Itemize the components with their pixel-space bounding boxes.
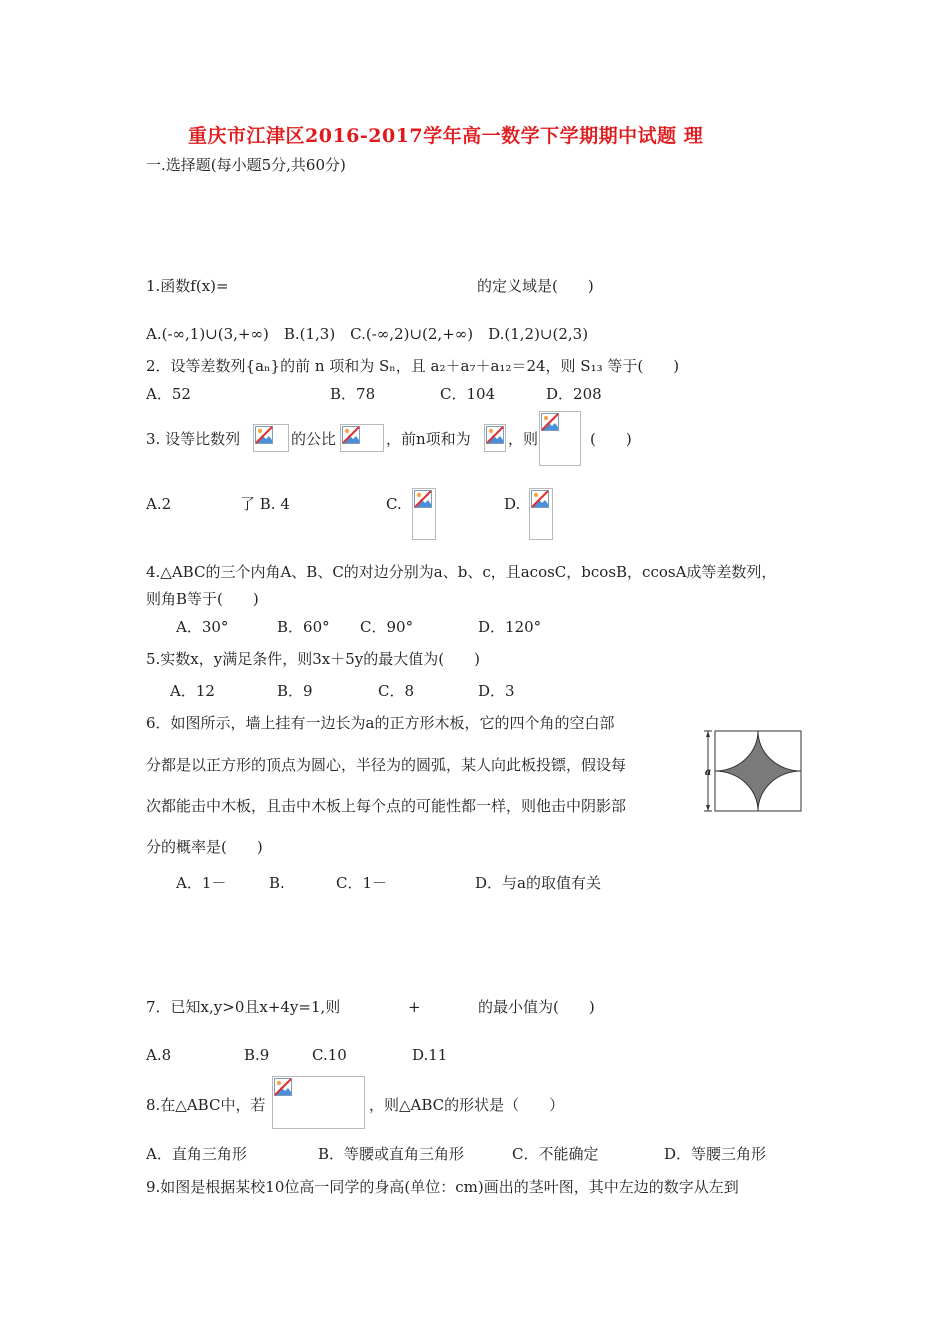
- q2-option-a: A．52: [146, 385, 191, 403]
- q6-option-a: A．1－: [176, 874, 227, 892]
- q3-formula-image-2: [340, 424, 384, 452]
- q3-part3: ，前n项和为: [386, 430, 471, 448]
- q6-stem-line4: 分的概率是( ): [146, 838, 263, 856]
- q2-option-b: B．78: [330, 385, 376, 403]
- q7-option-a: A.8: [146, 1046, 172, 1064]
- q3-option-b: 了 B. 4: [240, 495, 290, 513]
- q9-stem: 9.如图是根据某校10位高一同学的身高(单位：cm)画出的茎叶图，其中左边的数字从左到: [146, 1178, 739, 1196]
- q3-formula-image-1: [253, 424, 289, 452]
- q3-formula-image-3: [484, 424, 506, 452]
- q6-option-c: C．1－: [336, 874, 388, 892]
- q3-part2: 的公比: [291, 430, 337, 448]
- q1-stem-start: 1.函数f(x)=: [146, 277, 229, 295]
- q5-option-c: C．8: [378, 682, 415, 700]
- q7-option-d: D.11: [412, 1046, 448, 1064]
- q8-formula-image: [272, 1076, 365, 1129]
- q6-option-d: D．与a的取值有关: [475, 874, 601, 892]
- broken-image-icon: [531, 490, 549, 508]
- section-heading: 一.选择题(每小题5分,共60分): [146, 156, 346, 174]
- q5-option-a: A．12: [170, 682, 215, 700]
- q6-stem-line1: 6．如图所示，墙上挂有一边长为a的正方形木板，它的四个角的空白部: [146, 714, 615, 732]
- broken-image-icon: [255, 426, 273, 444]
- q1-options: A.(-∞,1)∪(3,+∞) B.(1,3) C.(-∞,2)∪(2,+∞) D.(1,2)∪(2,3): [146, 325, 589, 343]
- q1-stem-end: 的定义域是( ): [477, 277, 594, 295]
- q7-option-c: C.10: [312, 1046, 347, 1064]
- q3-option-d-image: [529, 488, 553, 540]
- q2-stem: 2．设等差数列{aₙ}的前 n 项和为 Sₙ，且 a₂＋a₇＋a₁₂＝24，则 S₁₃ 等于( ): [146, 357, 680, 375]
- q4-option-c: C．90°: [360, 618, 414, 636]
- broken-image-icon: [486, 426, 504, 444]
- q5-option-d: D．3: [478, 682, 515, 700]
- q5-stem: 5.实数x，y满足条件，则3x＋5y的最大值为( ): [146, 650, 480, 668]
- q7-plus: +: [408, 998, 421, 1016]
- q7-stem-end: 的最小值为( ): [478, 998, 595, 1016]
- q6-option-b: B.: [269, 874, 285, 892]
- q4-option-a: A．30°: [176, 618, 229, 636]
- q2-option-c: C．104: [440, 385, 496, 403]
- broken-image-icon: [414, 490, 432, 508]
- q8-stem-start: 8.在△ABC中，若: [146, 1096, 266, 1114]
- broken-image-icon: [274, 1078, 292, 1096]
- q4-stem-line1: 4.△ABC的三个内角A、B、C的对边分别为a、b、c，且acosC，bcosB，ccosA成等差数列，: [146, 563, 777, 581]
- dimension-label: a: [704, 767, 712, 778]
- q7-option-b: B.9: [244, 1046, 270, 1064]
- q4-option-b: B．60°: [277, 618, 330, 636]
- page-title: 重庆市江津区2016-2017学年高一数学下学期期中试题 理: [188, 125, 704, 147]
- q8-option-d: D．等腰三角形: [664, 1145, 767, 1163]
- q3-part5: ( ): [590, 430, 632, 448]
- q3-part4: ，则: [508, 430, 539, 448]
- q4-stem-line2: 则角B等于( ): [146, 590, 259, 608]
- q3-option-d: D.: [504, 495, 521, 513]
- q2-option-d: D．208: [546, 385, 602, 403]
- q3-part1: 3. 设等比数列: [146, 430, 241, 448]
- arrow-up-icon: [706, 731, 710, 737]
- q3-option-a: A.2: [146, 495, 172, 513]
- q6-board-figure: [700, 726, 806, 816]
- q7-stem-start: 7．已知x,y>0且x+4y=1,则: [146, 998, 341, 1016]
- q3-formula-image-4: [539, 411, 581, 466]
- q5-option-b: B．9: [277, 682, 313, 700]
- q6-stem-line3: 次都能击中木板，且击中木板上每个点的可能性都一样，则他击中阴影部: [146, 797, 627, 815]
- q8-option-b: B．等腰或直角三角形: [318, 1145, 465, 1163]
- q3-option-c: C.: [386, 495, 402, 513]
- q8-stem-end: ，则△ABC的形状是（ ）: [369, 1096, 565, 1114]
- q8-option-a: A．直角三角形: [146, 1145, 247, 1163]
- broken-image-icon: [342, 426, 360, 444]
- arrow-down-icon: [706, 805, 710, 811]
- q6-stem-line2: 分都是以正方形的顶点为圆心，半径为的圆弧，某人向此板投镖，假设每: [146, 756, 627, 774]
- q3-option-c-image: [412, 488, 436, 540]
- broken-image-icon: [541, 413, 559, 431]
- q8-option-c: C．不能确定: [512, 1145, 599, 1163]
- q4-option-d: D．120°: [478, 618, 542, 636]
